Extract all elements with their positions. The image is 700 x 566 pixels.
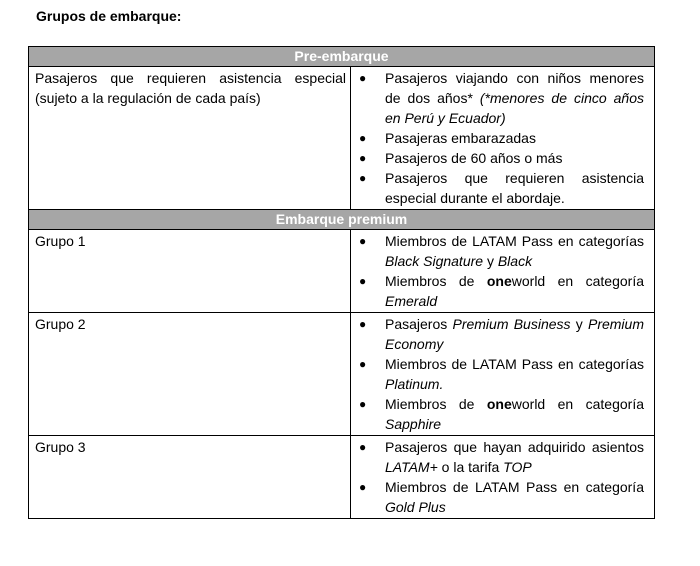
pre-boarding-list: [357, 68, 644, 208]
bullet-icon: ●: [359, 317, 367, 331]
pre-boarding-label-cell: [29, 67, 351, 210]
grupo-2-label: Grupo 2: [29, 313, 351, 436]
section-row-premium-boarding: [29, 210, 655, 230]
list-item: ● Pasajeros que hayan adquirido asientos LATAM+ o la tarifa TOP: [359, 439, 644, 475]
table-row-grupo-3: [29, 436, 655, 519]
grupo-1-items-cell: [351, 230, 655, 313]
section-header-pre-boarding: Pre-embarque: [29, 47, 655, 67]
bullet-icon: ●: [359, 151, 367, 165]
grupo-2-items-cell: [351, 313, 655, 436]
section-row-pre-boarding: [29, 47, 655, 67]
grupo-1-label: Grupo 1: [29, 230, 351, 313]
bullet-icon: ●: [359, 171, 367, 185]
table-row-grupo-2: [29, 313, 655, 436]
list-item: ● Pasajeras embarazadas: [359, 130, 536, 146]
bullet-icon: ●: [359, 234, 367, 248]
bullet-icon: ●: [359, 480, 367, 494]
list-item: ● Pasajeros Premium Business y Premium Economy: [359, 316, 644, 352]
boarding-groups-table: [28, 46, 655, 519]
grupo-3-list: [357, 437, 644, 517]
table-row-pre-boarding: [29, 67, 655, 210]
list-item: ● Miembros de LATAM Pass en categoría Gold Plus: [359, 479, 644, 515]
list-item: ● Miembros de LATAM Pass en categorías Platinum.: [359, 356, 644, 392]
grupo-2-list: [357, 314, 644, 434]
list-item: ● Miembros de oneworld en categoría Sapphire: [359, 396, 644, 432]
bullet-icon: ●: [359, 440, 367, 454]
bullet-icon: ●: [359, 71, 367, 85]
pre-boarding-label: Pasajeros que requieren asistencia especial (sujeto a la regulación de cada país): [35, 70, 346, 106]
bullet-icon: ●: [359, 357, 367, 371]
list-item: ● Pasajeros de 60 años o más: [359, 150, 563, 166]
bullet-icon: ●: [359, 274, 367, 288]
section-header-premium-boarding: Embarque premium: [29, 210, 655, 230]
list-item: ● Miembros de oneworld en categoría Emerald: [359, 273, 644, 309]
page-heading: Grupos de embarque:: [36, 8, 182, 24]
grupo-3-items-cell: [351, 436, 655, 519]
list-item: ● Miembros de LATAM Pass en categorías Black Signature y Black: [359, 233, 644, 269]
grupo-3-label: Grupo 3: [29, 436, 351, 519]
list-item: ● Pasajeros que requieren asistencia especial durante el abordaje.: [359, 170, 644, 206]
bullet-icon: ●: [359, 397, 367, 411]
grupo-1-list: [357, 231, 644, 311]
pre-boarding-items-cell: [351, 67, 655, 210]
table-row-grupo-1: [29, 230, 655, 313]
bullet-icon: ●: [359, 131, 367, 145]
list-item: ● Pasajeros viajando con niños menores de dos años* (*menores de cinco años en Perú y Ecuador): [359, 70, 644, 126]
